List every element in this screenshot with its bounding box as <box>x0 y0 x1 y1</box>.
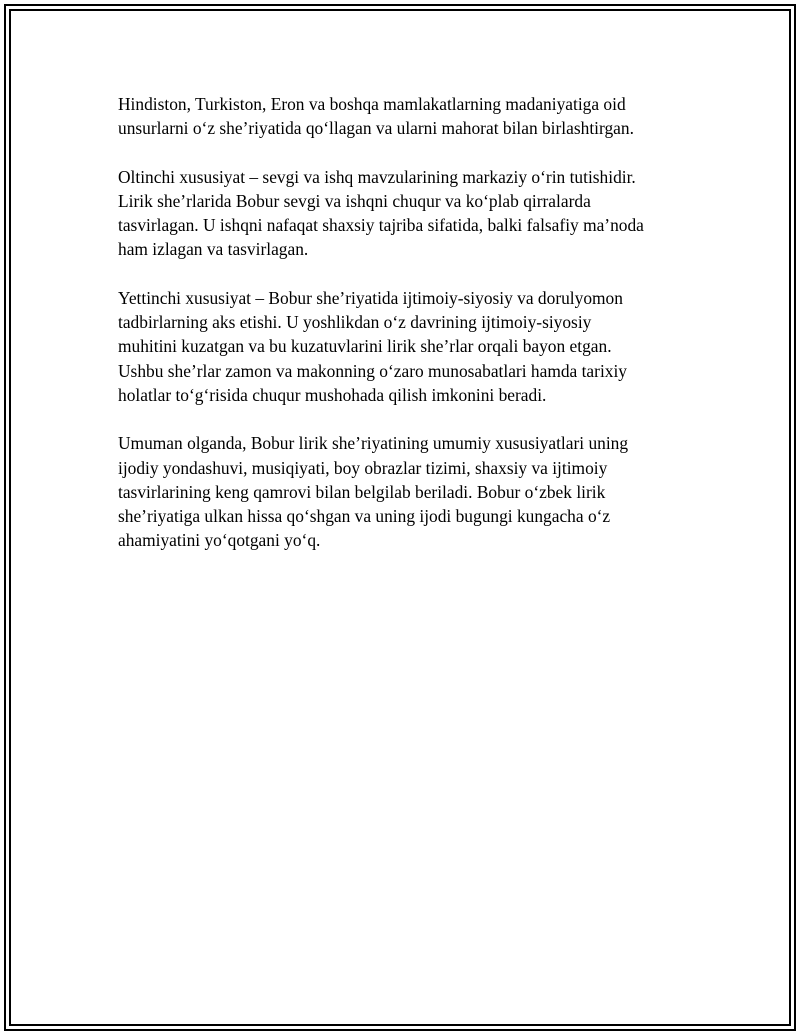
text-line: Umuman olganda, Bobur lirik she’riyatining umumiy xususiyatlari uning <box>118 433 629 454</box>
text-line: Ushbu she’rlar zamon va makonning o‘zaro munosabatlari hamda tarixiy <box>118 360 627 381</box>
paragraph-2 <box>118 165 688 262</box>
text-line: Hindiston, Turkiston, Eron va boshqa mamlakatlarning madaniyatiga oid <box>118 94 626 114</box>
text-line: unsurlarni o‘z she’riyatida qo‘llagan va ularni mahorat bilan birlashtirgan. <box>118 118 634 139</box>
text-line: Lirik she’rlarida Bobur sevgi va ishqni chuqur va ko‘plab qirralarda <box>118 191 591 211</box>
paragraph-4 <box>118 431 688 552</box>
text-line: Yettinchi xususiyat – Bobur she’riyatida ijtimoiy-siyosiy va dorulyomon <box>118 288 623 308</box>
text-line: tadbirlarning aks etishi. U yoshlikdan o‘z davrining ijtimoiy-siyosiy <box>118 312 592 333</box>
text-line: tasvirlagan. U ishqni nafaqat shaxsiy tajriba sifatida, balki falsafiy ma’noda <box>118 215 644 236</box>
text-line: muhitini kuzatgan va bu kuzatuvlarini lirik she’rlar orqali bayon etgan. <box>118 336 612 357</box>
text-line: she’riyatiga ulkan hissa qo‘shgan va uning ijodi bugungi kungacha o‘z <box>118 506 611 527</box>
text-line: Oltinchi xususiyat – sevgi va ishq mavzularining markaziy o‘rin tutishidir. <box>118 166 636 187</box>
text-line: holatlar to‘g‘risida chuqur mushohada qilish imkonini beradi. <box>118 384 547 405</box>
document-body <box>118 92 688 577</box>
paragraph-3 <box>118 286 688 407</box>
paragraph-1 <box>118 92 688 140</box>
text-line: ahamiyatini yo‘qotgani yo‘q. <box>118 530 321 551</box>
text-line: ham izlagan va tasvirlagan. <box>118 239 309 260</box>
text-line: tasvirlarining keng qamrovi bilan belgilab beriladi. Bobur o‘zbek lirik <box>118 481 606 502</box>
text-line: ijodiy yondashuvi, musiqiyati, boy obrazlar tizimi, shaxsiy va ijtimoiy <box>118 457 608 478</box>
